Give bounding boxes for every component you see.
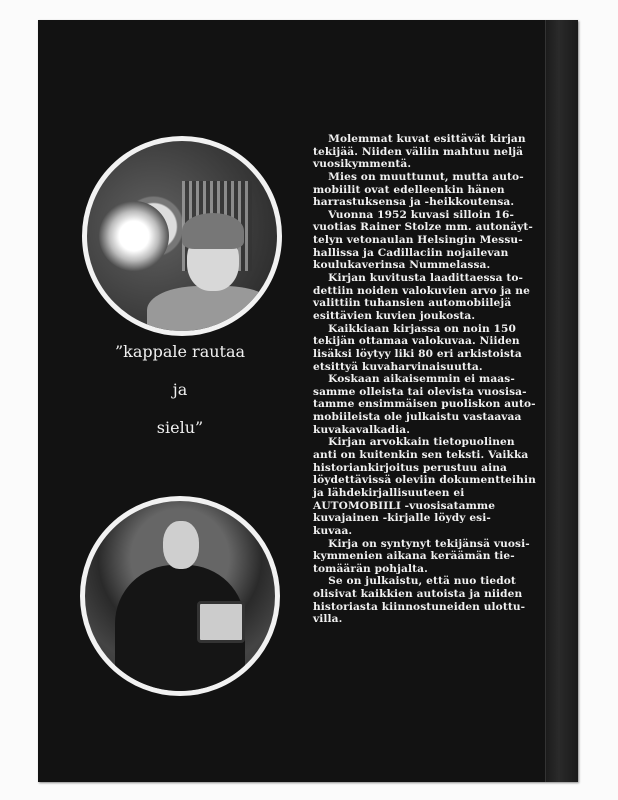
blurb-line: historiankirjoitus perustuu aina (313, 461, 507, 474)
blurb-line: samme olleista tai olevista vuosisa- (313, 385, 527, 398)
blurb-line: harrastuksensa ja -heikkoutensa. (313, 196, 515, 209)
blurb-line: dettiin noiden valokuvien arvo ja ne (313, 284, 530, 297)
blurb-line: telyn vetonaulan Helsingin Messu- (313, 234, 523, 247)
blurb-line: valittiin tuhansien automobiilejä (313, 297, 512, 310)
blurb-line: villa. (313, 613, 343, 626)
blurb-line: kuvaa. (313, 524, 353, 537)
blurb-line: Kirjan arvokkain tietopuolinen (313, 436, 515, 449)
blurb-line: mobiileista ole julkaistu vastaavaa (313, 411, 522, 424)
blurb-line: anti on kuitenkin sen teksti. Vaikka (313, 449, 529, 462)
blurb-line: mobiilit ovat edelleenkin hänen (313, 183, 505, 196)
blurb-line: Se on julkaistu, että nuo tiedot (313, 575, 516, 588)
blurb-line: kymmenien aikana keräämän tie- (313, 550, 515, 563)
blurb-line: Mies on muuttunut, mutta auto- (313, 170, 524, 183)
child-body (147, 286, 277, 336)
blurb-line: ja lähdekirjallisuuteen ei (313, 486, 465, 499)
blurb-line: tamme ensimmäisen puoliskon auto- (313, 398, 536, 411)
book-spine (545, 20, 578, 782)
blurb-line: Kirja on syntynyt tekijänsä vuosi- (313, 537, 530, 550)
camera (197, 601, 245, 643)
cover-blurb-text (313, 133, 545, 626)
quote-line-2: ja (172, 380, 188, 399)
blurb-line: AUTOMOBIILI -vuosisatamme (313, 499, 496, 512)
blurb-line: tomäärän pohjalta. (313, 562, 428, 575)
blurb-line: Vuonna 1952 kuvasi silloin 16- (313, 208, 514, 221)
blurb-line: hallissa ja Cadillaciin nojailevan (313, 246, 509, 259)
blurb-line: etsittyä kuvaharvinaisuutta. (313, 360, 483, 373)
blurb-line: Kaikkiaan kirjassa on noin 150 (313, 322, 516, 335)
photo-boy-with-car (82, 136, 282, 336)
quote-line-1: ”kappale rautaa (114, 342, 246, 361)
blurb-line: olisivat kaikkien autoista ja niiden (313, 588, 523, 601)
blurb-line: kuvajainen -kirjalle löydy esi- (313, 512, 491, 525)
blurb-line: Koskaan aikaisemmin ei maas- (313, 373, 515, 386)
blurb-line: löydettävissä oleviin dokumentteihin (313, 474, 536, 487)
blurb-line: vuosikymmentä. (313, 158, 412, 171)
photo-man-with-camera (80, 496, 280, 696)
man-face (163, 521, 199, 569)
blurb-line: kuvakavalkadia. (313, 423, 410, 436)
blurb-line: tekijää. Niiden väliin mahtuu neljä (313, 145, 524, 158)
blurb-line: koulukaverinsa Nummelassa. (313, 259, 491, 272)
blurb-line: historiasta kiinnostuneiden ulottu- (313, 600, 526, 613)
blurb-line: lisäksi löytyy liki 80 eri arkistoista (313, 347, 522, 360)
blurb-line: Kirjan kuvitusta laadittaessa to- (313, 272, 523, 285)
blurb-line: tekijän ottamaa valokuvaa. Niiden (313, 335, 520, 348)
car-headlamp (99, 201, 169, 271)
blurb-line: Molemmat kuvat esittävät kirjan (313, 133, 526, 145)
quote-line-3: sielu” (156, 418, 204, 437)
blurb-line: vuotias Rainer Stolze mm. autonäyt- (313, 221, 533, 234)
blurb-line: esittävien kuvien joukosta. (313, 309, 476, 322)
child-cap (182, 213, 244, 249)
